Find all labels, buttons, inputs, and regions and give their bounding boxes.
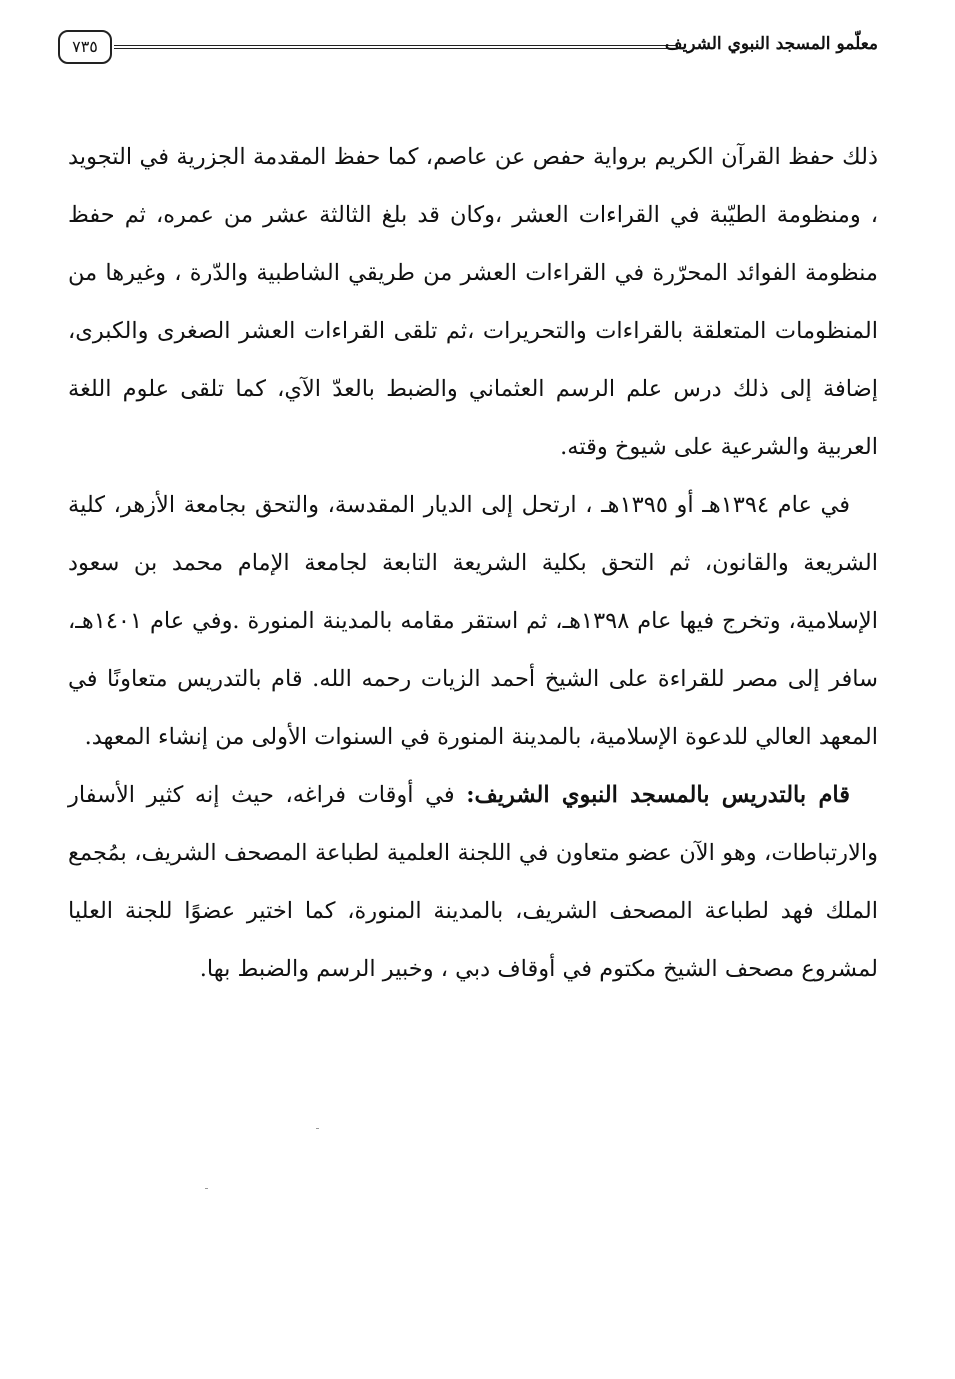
paragraph-3-heading: قام بالتدريس بالمسجد النبوي الشريف:	[466, 782, 850, 808]
page-number: ٧٣٥	[58, 30, 112, 64]
paragraph-3	[68, 766, 878, 998]
paragraph-2: في عام ١٣٩٤هـ أو ١٣٩٥هـ ، ارتحل إلى الديار المقدسة، والتحق بجامعة الأزهر، كلية الشريعة والقانون، ثم التحق بكلية الشريعة التابعة لجامعة الإمام محمد بن سعود الإسلامية، وتخرج فيها عام ١٣٩٨هـ، ثم استقر مقامه بالمدينة المنورة .وفي عام ١٤٠١هـ، سافر إلى مصر للقراءة على الشيخ أحمد الزيات رحمه الله. قام بالتدريس متعاونًا في المعهد العالي للدعوة الإسلامية، بالمدينة المنورة في السنوات الأولى من إنشاء المعهد.	[68, 492, 878, 750]
page-header	[58, 28, 878, 72]
scan-speck	[205, 1188, 208, 1189]
main-text	[68, 128, 878, 998]
header-rule	[114, 45, 678, 49]
running-title: معلّمو المسجد النبوي الشريف	[664, 34, 878, 54]
scan-speck	[316, 1128, 319, 1129]
paragraph-1: ذلك حفظ القرآن الكريم برواية حفص عن عاصم، كما حفظ المقدمة الجزرية في التجويد ، ومنظومة الطيّبة في القراءات العشر ،وكان قد بلغ الثالثة عشر من عمره، ثم حفظ منظومة الفوائد المحرّرة في القراءات العشر من طريقي الشاطبية والدّرة ، وغيرها من المنظومات المتعلقة بالقراءات والتحريرات ،ثم تلقى القراءات العشر الصغرى والكبرى، إضافة إلى ذلك درس علم الرسم العثماني والضبط بالعدّ الآي، كما تلقى علوم اللغة العربية والشرعية على شيوخ وقته.	[68, 144, 878, 460]
paragraph-3-body: في أوقات فراغه، حيث إنه كثير الأسفار والارتباطات، وهو الآن عضو متعاون في اللجنة العلمية لطباعة المصحف الشريف، بمُجمع الملك فهد لطباعة المصحف الشريف، بالمدينة المنورة، كما اختير عضوًا للجنة العليا لمشروع مصحف الشيخ مكتوم في أوقاف دبي ، وخبير الرسم والضبط بها.	[68, 782, 878, 982]
